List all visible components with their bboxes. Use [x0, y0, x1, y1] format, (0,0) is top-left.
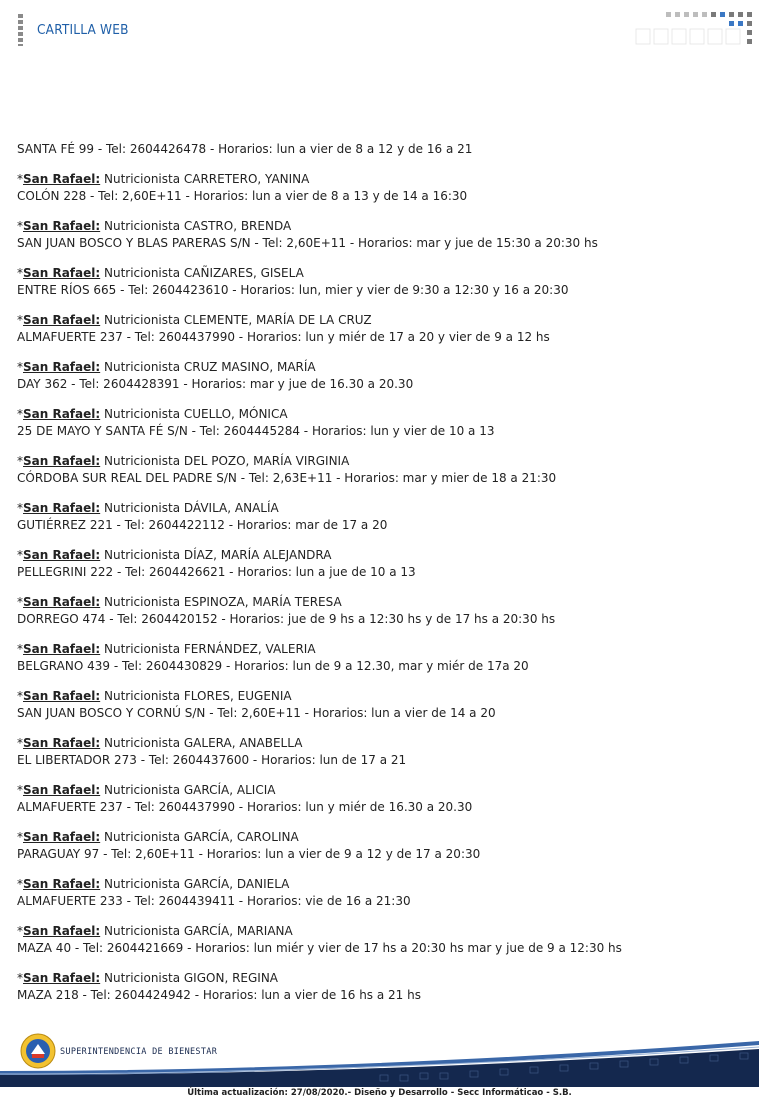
continued-entry-details: SANTA FÉ 99 - Tel: 2604426478 - Horarios: lun a vier de 8 a 12 y de 16 a 21 [17, 142, 473, 156]
entry-name: Nutricionista FLORES, EUGENIA [100, 689, 292, 703]
entry-prefix: * [17, 454, 23, 468]
list-item [17, 829, 747, 863]
entry-name: Nutricionista GIGON, REGINA [100, 971, 279, 985]
entry-heading [17, 265, 747, 282]
entry-name: Nutricionista DÍAZ, MARÍA ALEJANDRA [100, 548, 332, 562]
entry-location: San Rafael: [23, 924, 101, 938]
header-title: CARTILLA WEB [37, 22, 129, 38]
entry-heading [17, 312, 747, 329]
list-item [17, 265, 747, 299]
entry-name: Nutricionista DEL POZO, MARÍA VIRGINIA [100, 454, 350, 468]
entry-details: CÓRDOBA SUR REAL DEL PADRE S/N - Tel: 2,63E+11 - Horarios: mar y mier de 18 a 21:30 [17, 471, 557, 485]
entry-prefix: * [17, 595, 23, 609]
entry-details: ALMAFUERTE 237 - Tel: 2604437990 - Horarios: lun y miér de 16.30 a 20.30 [17, 800, 473, 814]
entry-location: San Rafael: [23, 548, 101, 562]
entry-heading [17, 876, 747, 893]
list-item [17, 171, 747, 205]
entry-prefix: * [17, 877, 23, 891]
entry-details: SAN JUAN BOSCO Y CORNÚ S/N - Tel: 2,60E+11 - Horarios: lun a vier de 14 a 20 [17, 706, 496, 720]
entry-prefix: * [17, 924, 23, 938]
entry-details: ENTRE RÍOS 665 - Tel: 2604423610 - Horarios: lun, mier y vier de 9:30 a 12:30 y 16 a 20:30 [17, 283, 569, 297]
list-item [17, 970, 747, 1004]
list-item [17, 923, 747, 957]
entry-prefix: * [17, 971, 23, 985]
entry-location: San Rafael: [23, 783, 101, 797]
list-item [17, 312, 747, 346]
list-item [17, 453, 747, 487]
entry-name: Nutricionista GARCÍA, ALICIA [100, 783, 276, 797]
entry-details: DAY 362 - Tel: 2604428391 - Horarios: mar y jue de 16.30 a 20.30 [17, 377, 414, 391]
entry-name: Nutricionista GARCÍA, DANIELA [100, 877, 290, 891]
entry-heading [17, 500, 747, 517]
footer-org-name: SUPERINTENDENCIA DE BIENESTAR [60, 1047, 218, 1057]
pixel-grid-decoration [634, 10, 759, 48]
entry-name: Nutricionista GARCÍA, MARIANA [100, 924, 293, 938]
entry-details: EL LIBERTADOR 273 - Tel: 2604437600 - Horarios: lun de 17 a 21 [17, 753, 407, 767]
list-item [17, 735, 747, 769]
entry-heading [17, 735, 747, 752]
entry-prefix: * [17, 501, 23, 515]
header-bar-decoration [18, 14, 23, 46]
entry-name: Nutricionista DÁVILA, ANALÍA [100, 501, 279, 515]
entry-location: San Rafael: [23, 360, 101, 374]
entry-details: ALMAFUERTE 237 - Tel: 2604437990 - Horarios: lun y miér de 17 a 20 y vier de 9 a 12 hs [17, 330, 550, 344]
entry-heading [17, 218, 747, 235]
entry-location: San Rafael: [23, 642, 101, 656]
entry-location: San Rafael: [23, 172, 101, 186]
entry-location: San Rafael: [23, 313, 101, 327]
entry-details: PELLEGRINI 222 - Tel: 2604426621 - Horarios: lun a jue de 10 a 13 [17, 565, 416, 579]
entry-prefix: * [17, 642, 23, 656]
entry-details: MAZA 40 - Tel: 2604421669 - Horarios: lun miér y vier de 17 hs a 20:30 hs mar y jue de 9 a 12:30 hs [17, 941, 622, 955]
list-item [17, 218, 747, 252]
entry-name: Nutricionista ESPINOZA, MARÍA TERESA [100, 595, 342, 609]
entry-heading [17, 923, 747, 940]
entry-details: 25 DE MAYO Y SANTA FÉ S/N - Tel: 2604445284 - Horarios: lun y vier de 10 a 13 [17, 424, 495, 438]
entry-details: PARAGUAY 97 - Tel: 2,60E+11 - Horarios: lun a vier de 9 a 12 y de 17 a 20:30 [17, 847, 481, 861]
entry-details: BELGRANO 439 - Tel: 2604430829 - Horarios: lun de 9 a 12.30, mar y miér de 17a 20 [17, 659, 529, 673]
entry-prefix: * [17, 830, 23, 844]
entry-prefix: * [17, 219, 23, 233]
entry-prefix: * [17, 172, 23, 186]
entry-details: SAN JUAN BOSCO Y BLAS PARERAS S/N - Tel: 2,60E+11 - Horarios: mar y jue de 15:30 a 20:30 hs [17, 236, 598, 250]
entry-location: San Rafael: [23, 595, 101, 609]
entry-name: Nutricionista FERNÁNDEZ, VALERIA [100, 642, 316, 656]
list-item [17, 406, 747, 440]
list-item [17, 594, 747, 628]
entry-location: San Rafael: [23, 877, 101, 891]
entry-heading [17, 453, 747, 470]
entry-prefix: * [17, 548, 23, 562]
entry-name: Nutricionista CRUZ MASINO, MARÍA [100, 360, 316, 374]
list-item [17, 500, 747, 534]
entry-prefix: * [17, 736, 23, 750]
entry-prefix: * [17, 313, 23, 327]
entry-heading [17, 641, 747, 658]
list-item [17, 641, 747, 675]
list-item [17, 359, 747, 393]
entry-heading [17, 359, 747, 376]
footer-update-note: Última actualización: 27/08/2020.- Diseño y Desarrollo - Secc Informáticao - S.B. [187, 1088, 572, 1098]
entry-prefix: * [17, 783, 23, 797]
entry-heading [17, 406, 747, 423]
entry-prefix: * [17, 407, 23, 421]
entry-location: San Rafael: [23, 266, 101, 280]
list-item [17, 782, 747, 816]
entry-name: Nutricionista GALERA, ANABELLA [100, 736, 303, 750]
entry-location: San Rafael: [23, 971, 101, 985]
page-footer [0, 1025, 759, 1101]
list-item [17, 876, 747, 910]
entry-name: Nutricionista CASTRO, BRENDA [100, 219, 292, 233]
entry-location: San Rafael: [23, 219, 101, 233]
entry-location: San Rafael: [23, 689, 101, 703]
entry-prefix: * [17, 360, 23, 374]
entries-list [17, 171, 747, 1004]
list-item [17, 547, 747, 581]
entry-prefix: * [17, 266, 23, 280]
entry-details: COLÓN 228 - Tel: 2,60E+11 - Horarios: lun a vier de 8 a 13 y de 14 a 16:30 [17, 189, 468, 203]
entry-heading [17, 688, 747, 705]
entry-location: San Rafael: [23, 407, 101, 421]
entry-heading [17, 171, 747, 188]
entry-details: DORREGO 474 - Tel: 2604420152 - Horarios: jue de 9 hs a 12:30 hs y de 17 hs a 20:30 hs [17, 612, 556, 626]
entry-name: Nutricionista CARRETERO, YANINA [100, 172, 310, 186]
entry-name: Nutricionista CLEMENTE, MARÍA DE LA CRUZ [100, 313, 372, 327]
entry-prefix: * [17, 689, 23, 703]
entry-heading [17, 829, 747, 846]
entry-details: GUTIÉRREZ 221 - Tel: 2604422112 - Horarios: mar de 17 a 20 [17, 518, 388, 532]
entry-heading [17, 594, 747, 611]
entry-location: San Rafael: [23, 830, 101, 844]
entry-location: San Rafael: [23, 501, 101, 515]
entry-heading [17, 547, 747, 564]
entry-name: Nutricionista CUELLO, MÓNICA [100, 407, 288, 421]
directory-listing [17, 141, 747, 1017]
page-header [0, 0, 759, 60]
entry-details: ALMAFUERTE 233 - Tel: 2604439411 - Horarios: vie de 16 a 21:30 [17, 894, 411, 908]
superintendencia-seal-icon [20, 1033, 56, 1069]
entry-heading [17, 782, 747, 799]
entry-name: Nutricionista GARCÍA, CAROLINA [100, 830, 299, 844]
entry-details: MAZA 218 - Tel: 2604424942 - Horarios: lun a vier de 16 hs a 21 hs [17, 988, 421, 1002]
entry-location: San Rafael: [23, 736, 101, 750]
entry-heading [17, 970, 747, 987]
entry-name: Nutricionista CAÑIZARES, GISELA [100, 266, 304, 280]
footer-wave-decoration [0, 1025, 759, 1089]
list-item [17, 688, 747, 722]
entry-location: San Rafael: [23, 454, 101, 468]
